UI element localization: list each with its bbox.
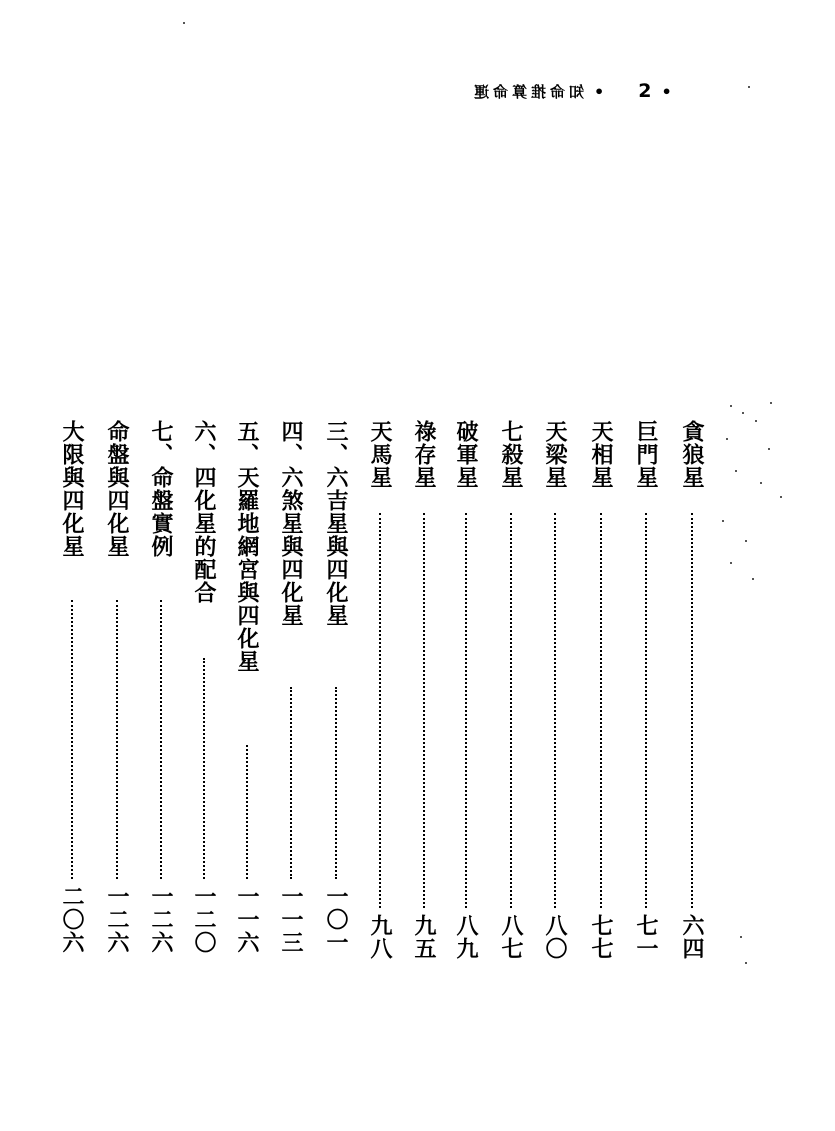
- scan-speck: [183, 22, 185, 24]
- toc-entry[interactable]: [366, 420, 394, 972]
- dot-leader: [465, 513, 467, 908]
- toc-entry[interactable]: [103, 420, 131, 972]
- scan-speck: [745, 962, 747, 964]
- toc-entry-page: 八九: [453, 914, 479, 960]
- dot-leader: [71, 600, 73, 879]
- toc-entry-page: 一〇一: [323, 885, 349, 954]
- toc-entry-title: 天馬星: [367, 420, 393, 489]
- bullet-left: •: [594, 81, 605, 101]
- toc-entry-page: 一二〇: [191, 885, 217, 954]
- scan-speck: [745, 540, 747, 542]
- toc-entry[interactable]: [587, 420, 615, 972]
- scan-speck: [780, 496, 782, 498]
- page-number: 2: [638, 80, 652, 102]
- dot-leader: [510, 513, 512, 908]
- toc-entry-page: 二〇六: [59, 885, 85, 954]
- dot-leader: [335, 687, 337, 879]
- running-title: 知命推算命運: [470, 82, 585, 101]
- dot-leader: [691, 513, 693, 908]
- dot-leader: [203, 658, 205, 879]
- toc-entry-title: 命盤與四化星: [104, 420, 130, 558]
- toc-entry[interactable]: [452, 420, 480, 972]
- toc-entry-page: 一一六: [234, 885, 260, 954]
- scan-speck: [755, 420, 757, 422]
- toc-entry-title: 貪狼星: [679, 420, 705, 489]
- toc-entry[interactable]: [497, 420, 525, 972]
- toc-entry-page: 九八: [367, 914, 393, 960]
- scan-speck: [726, 438, 728, 440]
- scan-speck: [742, 412, 744, 414]
- scan-speck: [735, 470, 737, 472]
- toc-entry[interactable]: [322, 420, 350, 972]
- toc-entry-title: 四、六煞星與四化星: [278, 420, 304, 627]
- toc-entry[interactable]: [632, 420, 660, 972]
- toc-entry[interactable]: [58, 420, 86, 972]
- dot-leader: [645, 513, 647, 908]
- scan-speck: [748, 86, 750, 88]
- scan-speck: [740, 936, 742, 938]
- toc-entry-title: 五、天羅地網宮與四化星: [234, 420, 260, 673]
- toc-entry-title: 天梁星: [542, 420, 568, 489]
- toc-entry-title: 六、四化星的配合: [191, 420, 217, 604]
- toc-entry[interactable]: [190, 420, 218, 972]
- scan-speck: [760, 482, 762, 484]
- toc-entry-page: 七七: [588, 914, 614, 960]
- toc-entry-page: 六四: [679, 914, 705, 960]
- bullet-right: •: [661, 81, 672, 101]
- scan-speck: [730, 405, 732, 407]
- dot-leader: [423, 513, 425, 908]
- dot-leader: [116, 600, 118, 879]
- toc-entry-page: 一二六: [148, 885, 174, 954]
- toc-entry-page: 一二六: [104, 885, 130, 954]
- dot-leader: [290, 687, 292, 879]
- toc-entry-page: 九五: [411, 914, 437, 960]
- toc-entry-title: 祿存星: [411, 420, 437, 489]
- dot-leader: [160, 600, 162, 879]
- toc-entry[interactable]: [147, 420, 175, 972]
- toc-entry-title: 破軍星: [453, 420, 479, 489]
- toc-entry-page: 八〇: [542, 914, 568, 960]
- toc-entry-title: 巨門星: [633, 420, 659, 489]
- scan-speck: [768, 448, 770, 450]
- toc-entry-title: 天相星: [588, 420, 614, 489]
- dot-leader: [379, 513, 381, 908]
- scan-speck: [722, 520, 724, 522]
- page-header: [470, 79, 700, 103]
- toc-entry-page: 八七: [498, 914, 524, 960]
- scan-speck: [730, 562, 732, 564]
- toc-entry-title: 三、六吉星與四化星: [323, 420, 349, 627]
- dot-leader: [554, 513, 556, 908]
- toc-entry-page: 一一三: [278, 885, 304, 954]
- scan-speck: [752, 578, 754, 580]
- toc-entry-page: 七一: [633, 914, 659, 960]
- toc-entry[interactable]: [233, 420, 261, 972]
- toc-entry-title: 七、命盤實例: [148, 420, 174, 558]
- toc-entry[interactable]: [277, 420, 305, 972]
- scan-speck: [770, 402, 772, 404]
- dot-leader: [246, 745, 248, 879]
- toc-entry[interactable]: [678, 420, 706, 972]
- toc-entry-title: 大限與四化星: [59, 420, 85, 558]
- toc-entry[interactable]: [541, 420, 569, 972]
- dot-leader: [600, 513, 602, 908]
- toc-entry-title: 七殺星: [498, 420, 524, 489]
- toc-entry[interactable]: [410, 420, 438, 972]
